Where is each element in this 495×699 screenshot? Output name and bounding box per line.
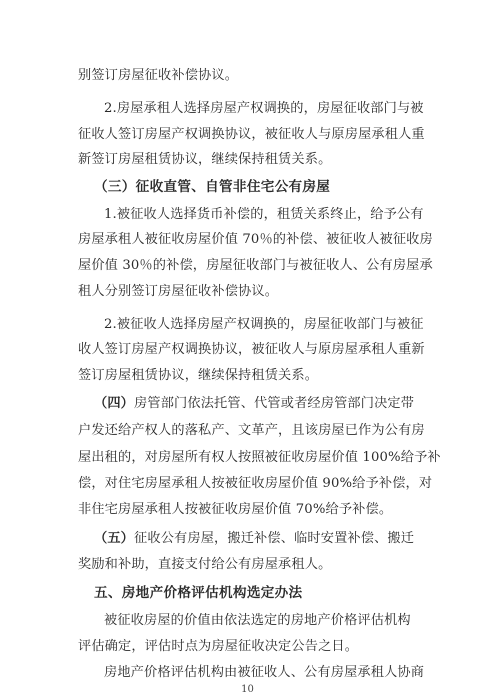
paragraph-line: 偿，对住宅房屋承租人按被征收房屋价值 90%给予补偿，对 [78,476,433,491]
paragraph-line: 房地产价格评估机构由被征收人、公有房屋承租人协商 [104,665,425,680]
paragraph-line: 屋出租的，对房屋所有权人按照被征收房屋价值 100%给予补 [78,450,441,465]
paragraph-line: 房屋承租人被征收房屋价值 70％的补偿、被征收人被征收房 [78,232,433,247]
paragraph-line: 评估确定，评估时点为房屋征收决定公告之日。 [78,639,359,654]
paragraph-line: 收人签订房屋产权调换协议，被征收人与原房屋承租人重新 [78,342,425,357]
paragraph-line: 租人分别签订房屋征收补偿协议。 [78,284,279,299]
paragraph-line: 非住宅房屋承租人按被征收房屋价值 70%给予补偿。 [78,502,393,517]
section-heading-5: 五、房地产价格评估机构选定办法 [94,585,303,601]
paragraph-line: 户发还给产权人的落私产、文革产，且该房屋已作为公有房 [78,423,425,438]
paragraph-line: 签订房屋租赁协议，继续保持租赁关系。 [78,368,319,383]
paragraph-line: 被征收房屋的价值由依法选定的房地产价格评估机构 [104,613,411,628]
paragraph-line: 新签订房屋租赁协议，继续保持租赁关系。 [78,152,332,167]
paragraph-line [0,394,495,414]
paragraph-line: 别签订房屋征收补偿协议。 [78,68,239,83]
paragraph-line: 奖励和补助，直接支付给公有房屋承租人。 [78,557,332,572]
page-number: 10 [241,684,254,695]
section-label-4: （四） [94,396,135,411]
paragraph-text: 房管部门依法托管、代管或者经房管部门决定带 [134,396,415,411]
paragraph-text: 征收公有房屋，搬迁补偿、临时安置补偿、搬迁 [134,531,415,546]
paragraph-line: 屋价值 30％的补偿，房屋征收部门与被征收人、公有房屋承 [78,258,433,273]
paragraph-line: 征收人签订房屋产权调换协议，被征收人与原房屋承租人重 [78,127,425,142]
section-heading-3: （三）征收直管、自管非住宅公有房屋 [94,179,331,195]
paragraph-line: 2.房屋承租人选择房屋产权调换的，房屋征收部门与被 [104,101,424,116]
section-label-5: （五） [94,531,135,546]
paragraph-line [0,529,495,549]
paragraph-line: 1.被征收人选择货币补偿的，租赁关系终止，给予公有 [104,207,424,222]
paragraph-line: 2.被征收人选择房屋产权调换的，房屋征收部门与被征 [104,317,424,332]
